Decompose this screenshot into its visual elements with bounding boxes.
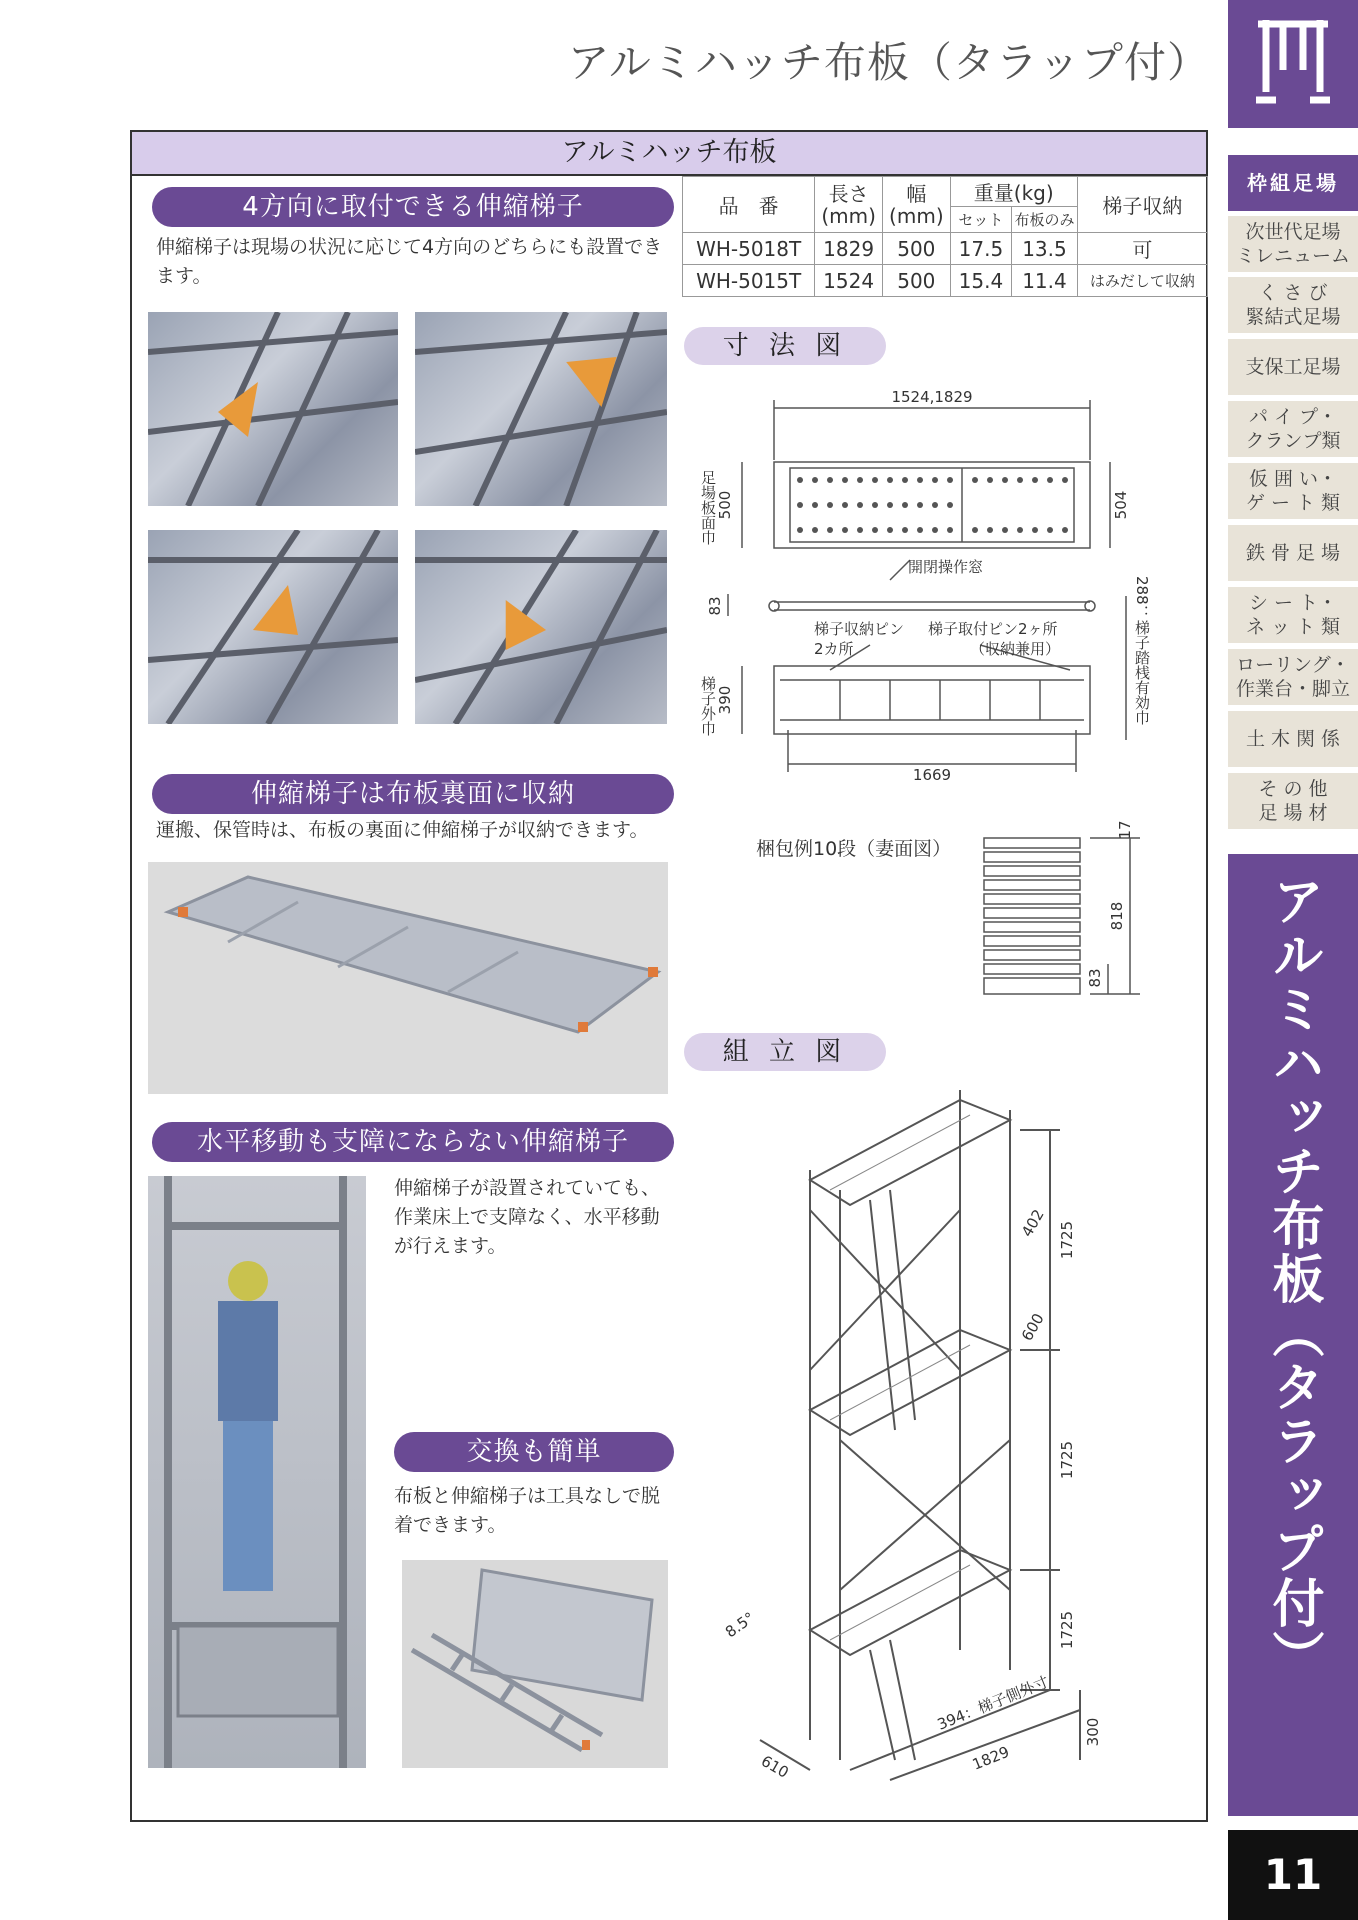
assembly-base-300: 300 — [1084, 1717, 1102, 1747]
worker-photo — [148, 1176, 366, 1768]
feature-title-exchange: 交換も簡単 — [394, 1432, 674, 1472]
th-width: 幅 (mm) — [882, 177, 950, 233]
sidebar-item-millennium[interactable]: 次世代足場 ミレニューム — [1228, 216, 1358, 272]
cell-part: WH-5018T — [683, 233, 815, 265]
sidebar-item-steel[interactable]: 鉄 骨 足 場 — [1228, 525, 1358, 581]
feature-text-storage: 運搬、保管時は、布板の裏面に伸縮梯子が収納できます。 — [156, 819, 649, 841]
dim-pin-mount: 梯子取付ピン2ヶ所 — [928, 620, 1058, 638]
dim-ladder-outer: 390 — [716, 685, 734, 715]
th-part: 品 番 — [683, 177, 815, 233]
dim-pin-storage: 梯子収納ピン — [814, 620, 905, 638]
vertical-title: アルミハッチ布板（タラップ付） — [1263, 874, 1323, 1684]
cell-board: 13.5 — [1012, 233, 1078, 265]
cell-ladder: はみだして収納 — [1077, 265, 1207, 297]
assembly-length-1829: 1829 — [969, 1742, 1012, 1774]
page-number: 11 — [1228, 1830, 1358, 1920]
th-weight-set: セット — [950, 207, 1011, 233]
ladder-photo-3 — [148, 530, 398, 724]
dim-window-label: 開閉操作窓 — [908, 558, 984, 576]
spec-table — [682, 176, 1208, 297]
sidebar-item-support[interactable]: 支保工足場 — [1228, 339, 1358, 395]
cell-ladder: 可 — [1077, 233, 1207, 265]
feature-text-exchange: 布板と伸縮梯子は工具なしで脱着できます。 — [394, 1485, 661, 1536]
table-row — [683, 233, 1208, 265]
assembly-base-610: 610 — [758, 1751, 792, 1782]
sidebar-item-wedge[interactable]: く さ び 緊結式足場 — [1228, 277, 1358, 333]
table-row — [683, 265, 1208, 297]
sidebar-item-sheet-net[interactable]: シ ー ト・ ネ ッ ト 類 — [1228, 587, 1358, 643]
assembly-height-1: 1725 — [1058, 1220, 1076, 1260]
sidebar-item-pipe-clamp[interactable]: パ イ プ・ クランプ類 — [1228, 401, 1358, 457]
assembly-diagram-title: 組 立 図 — [684, 1033, 886, 1071]
dim-ladder-outer-label: 梯子外巾 — [699, 676, 717, 736]
dim-pin-storage-count: 2カ所 — [814, 640, 854, 658]
cell-length: 1829 — [815, 233, 883, 265]
dim-bottom-length: 1669 — [912, 766, 952, 784]
packing-bottom: 83 — [1086, 968, 1104, 988]
assembly-height-2: 1725 — [1058, 1440, 1076, 1480]
assembly-height-3: 1725 — [1058, 1610, 1076, 1650]
scaffold-logo — [1228, 0, 1358, 128]
ladder-photo-1 — [148, 312, 398, 506]
packing-diagram — [970, 808, 1150, 1008]
dim-top-width: 1524,1829 — [891, 388, 973, 406]
dim-pin-mount-note: （収納兼用） — [970, 640, 1061, 658]
packing-total: 818 — [1108, 901, 1126, 931]
packing-top: 17 — [1116, 820, 1134, 840]
packing-label: 梱包例10段（妻面図） — [756, 838, 952, 860]
feature-title-four-way: 4方向に取付できる伸縮梯子 — [152, 187, 674, 227]
sidebar-item-enclosure[interactable]: 仮 囲 い・ ゲ ー ト 類 — [1228, 463, 1358, 519]
cell-set: 15.4 — [950, 265, 1011, 297]
feature-title-horizontal: 水平移動も支障にならない伸縮梯子 — [152, 1122, 674, 1162]
dim-ladder-step: 288：梯子踏桟有効巾 — [1133, 576, 1151, 725]
dimension-diagram-title: 寸 法 図 — [684, 327, 886, 365]
feature-text-four-way: 伸縮梯子は現場の状況に応じて4方向のどちらにも設置できます。 — [156, 236, 663, 287]
feature-text-horizontal: 伸縮梯子が設置されていても、作業床上で支障なく、水平移動が行えます。 — [394, 1177, 661, 1257]
sidebar-head[interactable]: 枠組足場 — [1228, 155, 1358, 211]
assembly-diagram — [720, 1070, 1140, 1800]
th-ladder: 梯子収納 — [1077, 177, 1207, 233]
cell-length: 1524 — [815, 265, 883, 297]
vertical-title-band — [1228, 854, 1358, 1816]
board-storage-photo — [148, 862, 668, 1094]
sidebar-item-other[interactable]: そ の 他 足 場 材 — [1228, 773, 1358, 829]
cell-width: 500 — [882, 233, 950, 265]
dim-right-width: 504 — [1112, 490, 1130, 520]
dim-thickness: 83 — [706, 596, 724, 616]
cell-board: 11.4 — [1012, 265, 1078, 297]
th-weight-board: 布板のみ — [1012, 207, 1078, 233]
th-length: 長さ (mm) — [815, 177, 883, 233]
th-weight: 重量(kg) — [950, 177, 1077, 207]
feature-title-storage: 伸縮梯子は布板裏面に収納 — [152, 774, 674, 814]
section-header: アルミハッチ布板 — [132, 132, 1206, 176]
ladder-photo-2 — [415, 312, 667, 506]
cell-set: 17.5 — [950, 233, 1011, 265]
assembly-ladder-outer: 394：梯子側外寸 — [934, 1672, 1052, 1734]
dim-board-width-label: 足場板面巾 — [699, 470, 717, 545]
page-title: アルミハッチ布板（タラップ付） — [567, 38, 1210, 87]
detach-photo — [402, 1560, 668, 1768]
assembly-d402: 402 — [1017, 1206, 1048, 1240]
ladder-photo-4 — [415, 530, 667, 724]
frame-scaffold-icon — [1228, 0, 1358, 128]
assembly-d600: 600 — [1017, 1310, 1048, 1344]
assembly-angle: 8.5° — [721, 1608, 758, 1642]
cell-part: WH-5015T — [683, 265, 815, 297]
cell-width: 500 — [882, 265, 950, 297]
sidebar-item-rolling[interactable]: ローリング・ 作業台・脚立 — [1228, 649, 1358, 705]
dimension-diagram — [690, 380, 1170, 800]
dim-board-width: 500 — [716, 490, 734, 520]
sidebar-item-civil[interactable]: 土 木 関 係 — [1228, 711, 1358, 767]
